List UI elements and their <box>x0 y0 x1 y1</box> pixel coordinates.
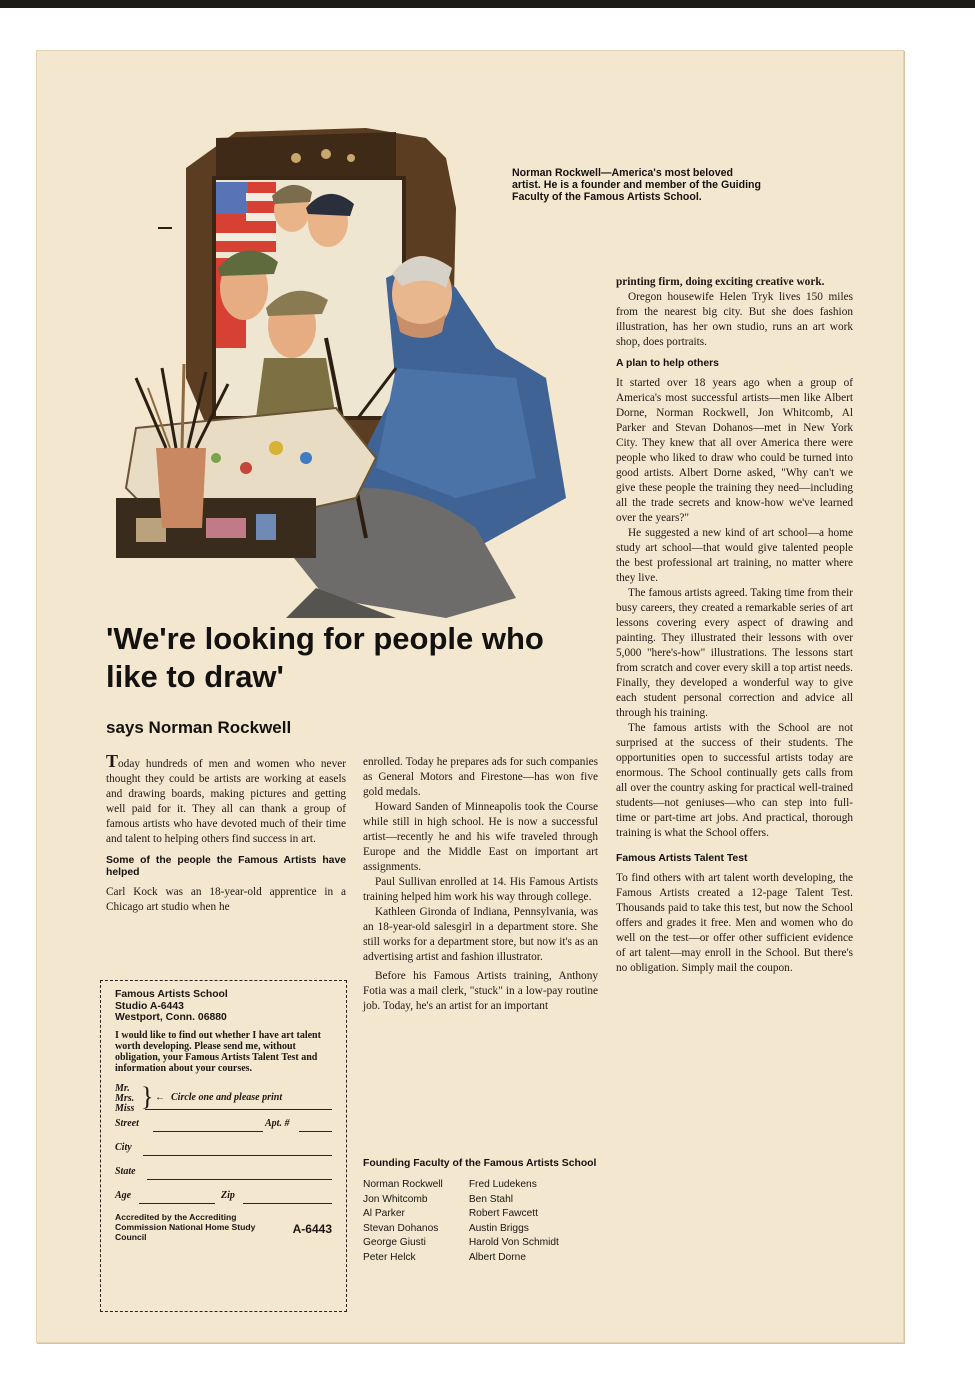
sanden-paragraph: Howard Sanden of Minneapolis took the Course while still in high school. He is now a successful artist—recently he and his wife traveled through Europe and the Middle East on important art assignments. <box>363 801 598 873</box>
faculty-heading: Founding Faculty of the Famous Artists School <box>363 1158 597 1169</box>
fotia-continued: printing firm, doing exciting creative work. <box>616 276 825 288</box>
faculty-block <box>363 1150 603 1265</box>
faculty-list-left: Norman Rockwell Jon Whitcomb Al Parker Stevan Dohanos George Giusti Peter Helck <box>363 1179 443 1263</box>
state-field[interactable]: State <box>115 1162 336 1184</box>
illustration-caption: Norman Rockwell—America's most beloved artist. He is a founder and member of the Guiding Faculty of the Famous Artists School. <box>512 167 761 203</box>
mail-coupon[interactable] <box>100 980 347 1312</box>
comic-page <box>36 50 904 1343</box>
sullivan-paragraph: Paul Sullivan enrolled at 14. His Famous Artists training helped him work his way through college. <box>363 876 598 903</box>
lessons-paragraph: The famous artists agreed. Taking time from their busy careers, they created a remarkable series of art lessons covering every aspect of drawing and painting. They illustrated their lessons with over 5,000 "here's-how" illustrations. The lessons start from scratch and cover every skill a top artist needs. Finally, they developed a wonderful way to give each student personal correction and advice all through his training. <box>616 587 853 719</box>
section-heading-people-helped: Some of the people the Famous Artists have helped <box>106 855 346 878</box>
opportunities-paragraph: The famous artists with the School are not surprised at the success of their students. The opportunities open to successful artists today are enormous. The School continually gets calls from all over the country asking for practical well-trained students—not geniuses—who can step into full-time or part-time art jobs. And practical, thorough training is what the School offers. <box>616 722 853 839</box>
section-heading-plan: A plan to help others <box>616 358 719 369</box>
coupon-studio: Studio A-6443 <box>115 1000 184 1012</box>
headline: 'We're looking for people who like to draw' <box>106 621 544 694</box>
column-3 <box>616 275 853 976</box>
street-field[interactable]: Street Apt. # <box>115 1114 336 1136</box>
coupon-code: A-6443 <box>292 1221 332 1236</box>
accreditation-note: Accredited by the Accrediting Commission National Home Study Council <box>115 1211 256 1242</box>
fotia-paragraph: Before his Famous Artists training, Anthony Fotia was a mail clerk, "stuck" in a low-pay routine job. Today, he's an artist for an important <box>363 970 598 1012</box>
column-2 <box>363 755 598 1014</box>
title-field[interactable]: Mr. Mrs. Miss } ← Circle one and please print <box>115 1080 336 1112</box>
subheadline: says Norman Rockwell <box>106 718 292 737</box>
coupon-address: Westport, Conn. 06880 <box>115 1012 227 1023</box>
column-1 <box>106 751 346 915</box>
kock-continued: enrolled. Today he prepares ads for such companies as General Motors and Firestone—has won five gold medals. <box>363 756 598 798</box>
rockwell-illustration <box>96 118 576 618</box>
arrow-left-icon: ← <box>155 1091 165 1103</box>
tryk-paragraph: Oregon housewife Helen Tryk lives 150 miles from the nearest big city. But she does fashion illustration, has her own studio, runs an art work shop, does portraits. <box>616 291 853 348</box>
scan-top-edge <box>0 0 975 8</box>
coupon-request-text: I would like to find out whether I have art talent worth developing. Please send me, without obligation, your Famous Artists Talent Test and information about your courses. <box>115 1029 321 1074</box>
city-field[interactable]: City <box>115 1138 336 1160</box>
intro-paragraph: Today hundreds of men and women who never thought they could be artists are working at easels and drawing boards, making pictures and getting well paid for it. They all can thank a group of famous artists who have devoted much of their time and talent to helping others find success in art. <box>106 751 346 845</box>
section-heading-talent-test: Famous Artists Talent Test <box>616 853 748 864</box>
faculty-list-right: Fred Ludekens Ben Stahl Robert Fawcett Austin Briggs Harold Von Schmidt Albert Dorne <box>468 1179 559 1263</box>
gironda-paragraph: Kathleen Gironda of Indiana, Pennsylvania, was an 18-year-old salesgirl in a department store. She still works for a department store, but now it's as an advertising artist and fashion illustrator. <box>363 906 598 963</box>
talent-test-paragraph: To find others with art talent worth developing, the Famous Artists created a 12-page Talent Test. Thousands paid to take this test, but now the School offers and grades it free. Men and women who do well on the test—or offer other sufficient evidence of art talent—may enroll in the School. But there's no obligation. Simply mail the coupon. <box>616 872 853 974</box>
age-zip-field[interactable]: Age Zip <box>115 1186 336 1208</box>
home-study-paragraph: He suggested a new kind of art school—a home study art school—that would give talented people the best professional art training, no matter where they live. <box>616 527 853 584</box>
kock-paragraph: Carl Kock was an 18-year-old apprentice in a Chicago art studio when he <box>106 886 346 913</box>
coupon-school-name: Famous Artists School <box>115 989 228 1000</box>
history-paragraph: It started over 18 years ago when a group of America's most successful artists—men like Albert Dorne, Norman Rockwell, Jon Whitcomb, Al Parker and Stevan Dohanos—met in New York City. They knew that all over America there were people who liked to draw who could be turned into good artists. Albert Dorne asked, "Why can't we give these people the training they need—including all the trade secrets and know-how we've learned over the years?" <box>616 377 853 524</box>
